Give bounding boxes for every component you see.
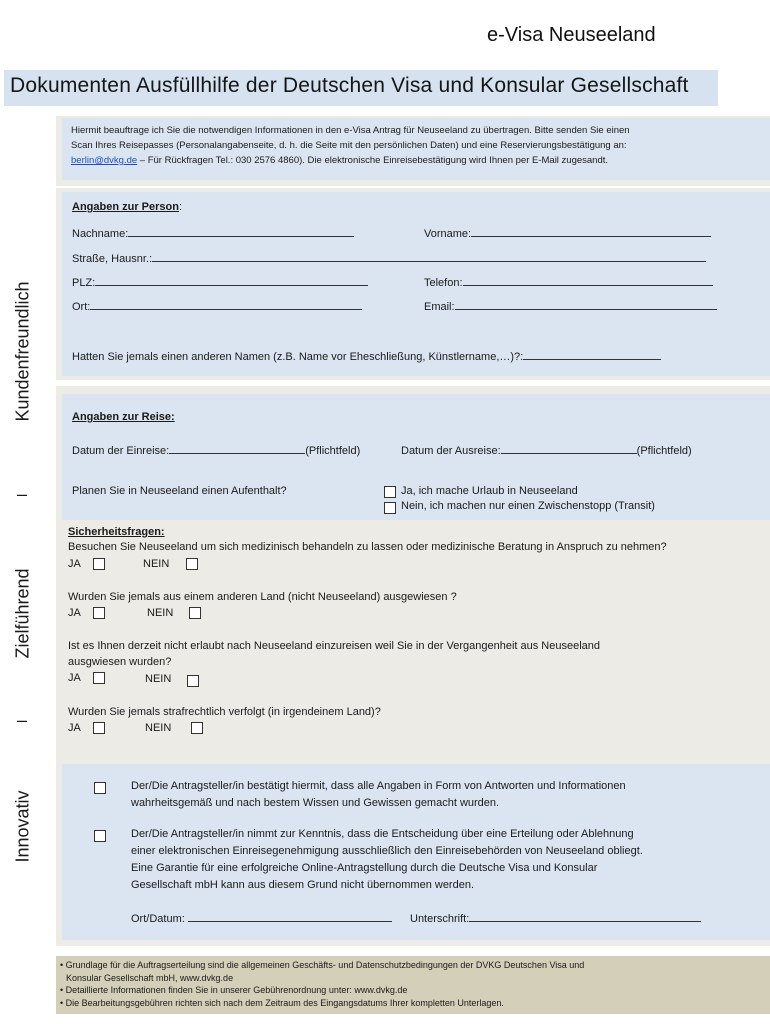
sidebar-word-container bbox=[8, 776, 38, 876]
stay-yes-label: Ja, ich mache Urlaub in Neuseeland bbox=[401, 485, 578, 497]
vorname-field bbox=[424, 226, 711, 240]
ort-datum-label: Ort/Datum: bbox=[131, 913, 185, 925]
ort-datum-input-line[interactable] bbox=[188, 911, 392, 922]
stay-yes-checkbox[interactable] bbox=[384, 486, 396, 498]
sidebar-dash: – bbox=[17, 710, 28, 730]
sidebar-word-kundenfreundlich: Kundenfreundlich bbox=[12, 280, 33, 422]
intro-line: Hiermit beauftrage ich Sie die notwendigen Informationen in den e-Visa Antrag für Neuseeland zu übertragen. Bitte senden Sie einen bbox=[71, 125, 630, 136]
email-link[interactable]: berlin@dvkg.de bbox=[71, 155, 138, 166]
q3-no-checkbox[interactable] bbox=[187, 675, 199, 687]
telefon-field bbox=[424, 275, 713, 289]
q2-no-label: NEIN bbox=[147, 607, 174, 619]
sidebar-word-zielfuehrend: Zielführend bbox=[12, 567, 33, 659]
declaration-1-line1: Der/Die Antragsteller/in bestätigt hiermit, dass alle Angaben in Form von Antworten und Informationen bbox=[131, 780, 626, 792]
declaration-2-line2: einer elektronischen Einreisegenehmigung ausschließlich den Einreisebehörden von Neuseeland obliegt. bbox=[131, 845, 643, 857]
nachname-label: Nachname: bbox=[72, 228, 129, 240]
vorname-input-line[interactable] bbox=[471, 226, 711, 237]
other-name-label: Hatten Sie jemals einen anderen Namen (z.B. Name vor Eheschließung, Künstlername,…)?: bbox=[72, 351, 524, 363]
vorname-label: Vorname: bbox=[424, 228, 472, 240]
q4-yes-label: JA bbox=[68, 722, 81, 734]
entry-date-input-line[interactable] bbox=[169, 443, 305, 454]
declaration-2-line1: Der/Die Antragsteller/in nimmt zur Kenntnis, dass die Entscheidung über eine Erteilung oder Ablehnung bbox=[131, 828, 634, 840]
document-header-title: e-Visa Neuseeland bbox=[487, 24, 656, 46]
q4-no-checkbox[interactable] bbox=[191, 722, 203, 734]
security-heading-text: Sicherheitsfragen: bbox=[68, 526, 165, 538]
q2-yes-label: JA bbox=[68, 607, 81, 619]
plz-label: PLZ: bbox=[72, 277, 96, 289]
telefon-label: Telefon: bbox=[424, 277, 463, 289]
footer-bullet-1-line1: • Grundlage für die Auftragserteilung sind die allgemeinen Geschäfts- und Datenschutzbedingungen der DVKG Deutschen Visa und bbox=[60, 960, 585, 970]
email-field bbox=[424, 299, 717, 313]
person-heading bbox=[72, 201, 182, 213]
other-name-input-line[interactable] bbox=[523, 349, 661, 360]
sidebar-dash: – bbox=[17, 484, 28, 504]
ort-input-line[interactable] bbox=[90, 299, 362, 310]
exit-date-label: Datum der Ausreise: bbox=[401, 445, 501, 457]
q1-yes-checkbox[interactable] bbox=[93, 558, 105, 570]
travel-heading bbox=[72, 411, 175, 423]
ort-field bbox=[72, 299, 362, 313]
stay-question: Planen Sie in Neuseeland einen Aufenthalt? bbox=[72, 485, 287, 497]
exit-date-field bbox=[401, 443, 692, 457]
q4-yes-checkbox[interactable] bbox=[93, 722, 105, 734]
telefon-input-line[interactable] bbox=[463, 275, 713, 286]
entry-date-field bbox=[72, 443, 360, 457]
security-question-3-line1: Ist es Ihnen derzeit nicht erlaubt nach Neuseeland einzureisen weil Sie in der Vergangenheit aus Neuseeland bbox=[68, 640, 601, 652]
q3-yes-checkbox[interactable] bbox=[93, 672, 105, 684]
strasse-label: Straße, Hausnr.: bbox=[72, 253, 153, 265]
travel-heading-text: Angaben zur Reise: bbox=[72, 411, 175, 423]
footer-notes bbox=[60, 959, 766, 1009]
q1-yes-label: JA bbox=[68, 558, 81, 570]
declaration-2-line3: Eine Garantie für eine erfolgreiche Online-Antragstellung durch die Deutsche Visa und Konsular bbox=[131, 862, 598, 874]
security-question-2: Wurden Sie jemals aus einem anderen Land (nicht Neuseeland) ausgewiesen ? bbox=[68, 591, 457, 603]
entry-required-label: (Pflichtfeld) bbox=[305, 445, 361, 457]
plz-input-line[interactable] bbox=[95, 275, 368, 286]
other-name-field bbox=[72, 349, 661, 363]
person-heading-suffix: : bbox=[178, 201, 183, 213]
security-question-4: Wurden Sie jemals strafrechtlich verfolgt (in irgendeinem Land)? bbox=[68, 706, 381, 718]
ort-label: Ort: bbox=[72, 301, 91, 313]
strasse-input-line[interactable] bbox=[152, 251, 706, 262]
nachname-field bbox=[72, 226, 354, 240]
declaration-1-checkbox[interactable] bbox=[94, 782, 106, 794]
intro-line: Scan Ihres Reisepasses (Personalangabenseite, d. h. die Seite mit den persönlichen Daten) und eine Reservierungsbestätigung an: bbox=[71, 140, 627, 151]
security-question-1: Besuchen Sie Neuseeland um sich medizinisch behandeln zu lassen oder medizinische Beratung in Anspruch zu nehmen? bbox=[68, 541, 667, 553]
signature-input-line[interactable] bbox=[469, 911, 701, 922]
intro-text bbox=[71, 123, 770, 168]
strasse-field bbox=[72, 251, 706, 265]
q3-yes-label: JA bbox=[68, 672, 81, 684]
q2-yes-checkbox[interactable] bbox=[93, 607, 105, 619]
declaration-1-line2: wahrheitsgemäß und nach bestem Wissen und Gewissen gemacht wurden. bbox=[131, 797, 500, 809]
security-question-3-line2: ausgwiesen wurden? bbox=[68, 656, 172, 668]
sidebar-word-container bbox=[8, 548, 38, 678]
sidebar-word-innovativ: Innovativ bbox=[12, 789, 33, 863]
q4-no-label: NEIN bbox=[145, 722, 172, 734]
footer-bullet-2: • Detaillierte Informationen finden Sie in unserer Gebührenordnung unter: www.dvkg.de bbox=[60, 985, 408, 995]
intro-line-rest: – Für Rückfragen Tel.: 030 2576 4860). Die elektronische Einreisebestätigung wird Ihnen per E-Mail zugesandt. bbox=[137, 155, 609, 166]
signature-field bbox=[410, 911, 701, 925]
entry-date-label: Datum der Einreise: bbox=[72, 445, 170, 457]
sidebar-word-container bbox=[8, 266, 38, 436]
page-title: Dokumenten Ausfüllhilfe der Deutschen Visa und Konsular Gesellschaft bbox=[10, 74, 689, 97]
plz-field bbox=[72, 275, 368, 289]
footer-bullet-3: • Die Bearbeitungsgebühren richten sich nach dem Zeitraum des Eingangsdatums Ihrer kompletten Unterlagen. bbox=[60, 997, 504, 1008]
exit-date-input-line[interactable] bbox=[501, 443, 637, 454]
stay-no-label: Nein, ich machen nur einen Zwischenstopp (Transit) bbox=[401, 500, 655, 512]
declaration-2-checkbox[interactable] bbox=[94, 830, 106, 842]
exit-required-label: (Pflichtfeld) bbox=[636, 445, 692, 457]
q2-no-checkbox[interactable] bbox=[189, 607, 201, 619]
person-heading-text: Angaben zur Person bbox=[72, 201, 179, 213]
email-label: Email: bbox=[424, 301, 455, 313]
q1-no-label: NEIN bbox=[143, 558, 170, 570]
q1-no-checkbox[interactable] bbox=[186, 558, 198, 570]
signature-label: Unterschrift: bbox=[410, 913, 470, 925]
security-heading bbox=[68, 526, 165, 538]
nachname-input-line[interactable] bbox=[128, 226, 354, 237]
email-input-line[interactable] bbox=[455, 299, 717, 310]
stay-no-checkbox[interactable] bbox=[384, 502, 396, 514]
declaration-2-line4: Gesellschaft mbH kann aus diesem Grund nicht übernommen werden. bbox=[131, 879, 475, 891]
intro-line bbox=[71, 153, 770, 168]
q3-no-label: NEIN bbox=[145, 673, 172, 685]
footer-bullet-1-line2: Konsular Gesellschaft mbH, www.dvkg.de bbox=[66, 972, 234, 983]
ort-datum-field bbox=[131, 911, 392, 925]
